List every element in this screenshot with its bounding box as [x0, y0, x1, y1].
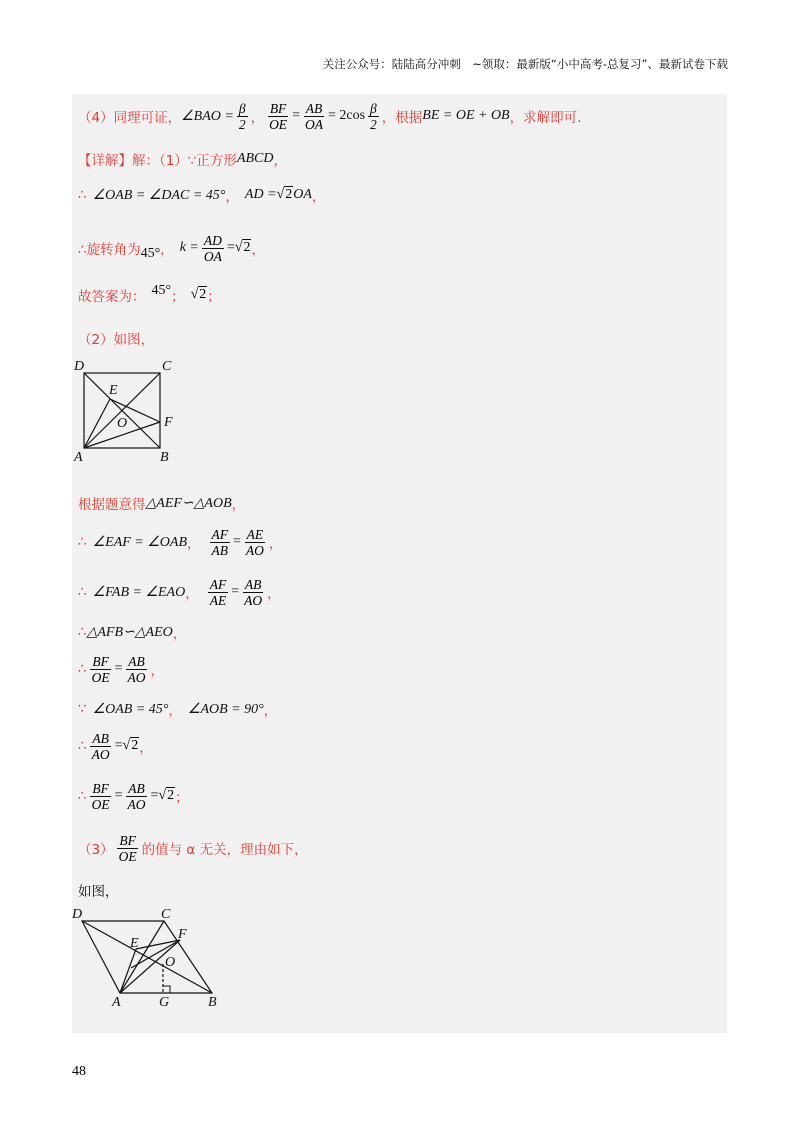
fraction: $\frac{AB}{AO}$ [127, 653, 146, 685]
step-fab: ∴ ∠FAB = ∠EAO ， $\frac{AF}{AE}$ = $\frac{AB}{AO}$ ， [78, 576, 281, 608]
label-b: B [160, 450, 169, 464]
label-d: D [74, 359, 85, 374]
label-b: B [208, 995, 217, 1010]
step-angle-equality: ∴ ∠OAB = ∠DAC = 45° ， AD = √2 OA ， [78, 187, 326, 205]
fraction: $\frac{BF}{OE}$ [269, 100, 288, 132]
square-figure [72, 356, 192, 464]
page-header: 关注公众号：陆陆高分冲刺 ~领取：最新版“小中高考-总复习”、最新试卷下载 [322, 57, 728, 71]
label-a: A [112, 995, 121, 1010]
label-f: F [178, 927, 187, 942]
step-ab-ao: ∴ $\frac{AB}{AO}$ = √2 ， [78, 730, 153, 762]
label-c: C [162, 359, 172, 374]
fraction: $\frac{AB}{AO}$ [91, 730, 110, 762]
fraction: $\frac{\beta}{2}$ [370, 100, 377, 132]
sqrt-symbol: √2 [234, 240, 251, 255]
sqrt-symbol: √2 [276, 187, 293, 202]
page-number: 48 [72, 1064, 86, 1079]
fraction: $\frac{AB}{AO}$ [127, 780, 146, 812]
sqrt-symbol: √2 [190, 287, 207, 302]
label-o: O [165, 955, 176, 970]
step-known-angles: ∵ ∠OAB = 45° ， ∠AOB = 90° ， [78, 701, 278, 719]
fraction: $\frac{\beta}{2}$ [238, 100, 246, 132]
figure-intro: 如图， [78, 884, 119, 900]
fraction: $\frac{AD}{OA}$ [203, 232, 222, 264]
step-eaf: ∴ ∠EAF = ∠OAB ， $\frac{AF}{AB}$ = $\frac{AE}{AO}$ ， [78, 526, 283, 558]
fraction: $\frac{BF}{OE}$ [91, 653, 110, 685]
label-a: A [74, 450, 83, 464]
sqrt-symbol: √2 [158, 788, 175, 803]
fraction: $\frac{BF}{OE}$ [118, 832, 137, 864]
hint-line-4: （4）同理可证， ∠BAO = $\frac{\beta}{2}$ ， $\frac{BF}{OE}$ = $\frac{AB}{OA}$ = 2cos $\frac{\beta}{2}$ ，根据 BE = OE + OB ，求解即可. [78, 100, 582, 132]
step-conclusion-2: ∴ $\frac{BF}{OE}$ = $\frac{AB}{AO}$ = √2 ； [78, 780, 189, 812]
fraction: $\frac{AB}{OA}$ [304, 100, 323, 132]
label-e: E [130, 936, 139, 951]
label-g: G [159, 995, 170, 1010]
label-o: O [117, 416, 128, 431]
label-e: E [109, 383, 118, 398]
right-angle-mark [163, 986, 170, 993]
fraction: $\frac{BF}{OE}$ [91, 780, 110, 812]
rhombus-figure [68, 904, 238, 1014]
segment-ef [136, 940, 180, 949]
step-similar-triangles: ∴ △AFB∽△AEO ， [78, 624, 187, 642]
step-rotation-angle: ∴旋转角为 45° ， k = $\frac{AD}{OA}$ = √2 ， [78, 232, 265, 264]
similarity-statement: 根据题意得 △AEF∽△AOB ， [78, 495, 246, 513]
sqrt-symbol: √2 [122, 738, 139, 753]
answer-line-1: 故答案为： 45° ； √2 ； [78, 283, 221, 305]
fraction: $\frac{AF}{AE}$ [209, 576, 227, 608]
fraction: $\frac{AF}{AB}$ [211, 526, 229, 558]
label-c: C [161, 907, 171, 922]
part-2-heading: （2）如图， [78, 332, 155, 348]
part-3-heading: （3） $\frac{BF}{OE}$ 的值与 α 无关，理由如下， [78, 832, 308, 864]
fraction: $\frac{AE}{AO}$ [245, 526, 264, 558]
diagonal-ac [120, 921, 164, 993]
label-f: F [164, 415, 173, 430]
label-d: D [72, 907, 83, 922]
detail-heading: 【详解】 解：（1）∵正方形 ABCD ， [78, 151, 287, 169]
fraction: $\frac{AB}{AO}$ [244, 576, 263, 608]
step-ratio: ∴ $\frac{BF}{OE}$ = $\frac{AB}{AO}$ ， [78, 653, 164, 685]
